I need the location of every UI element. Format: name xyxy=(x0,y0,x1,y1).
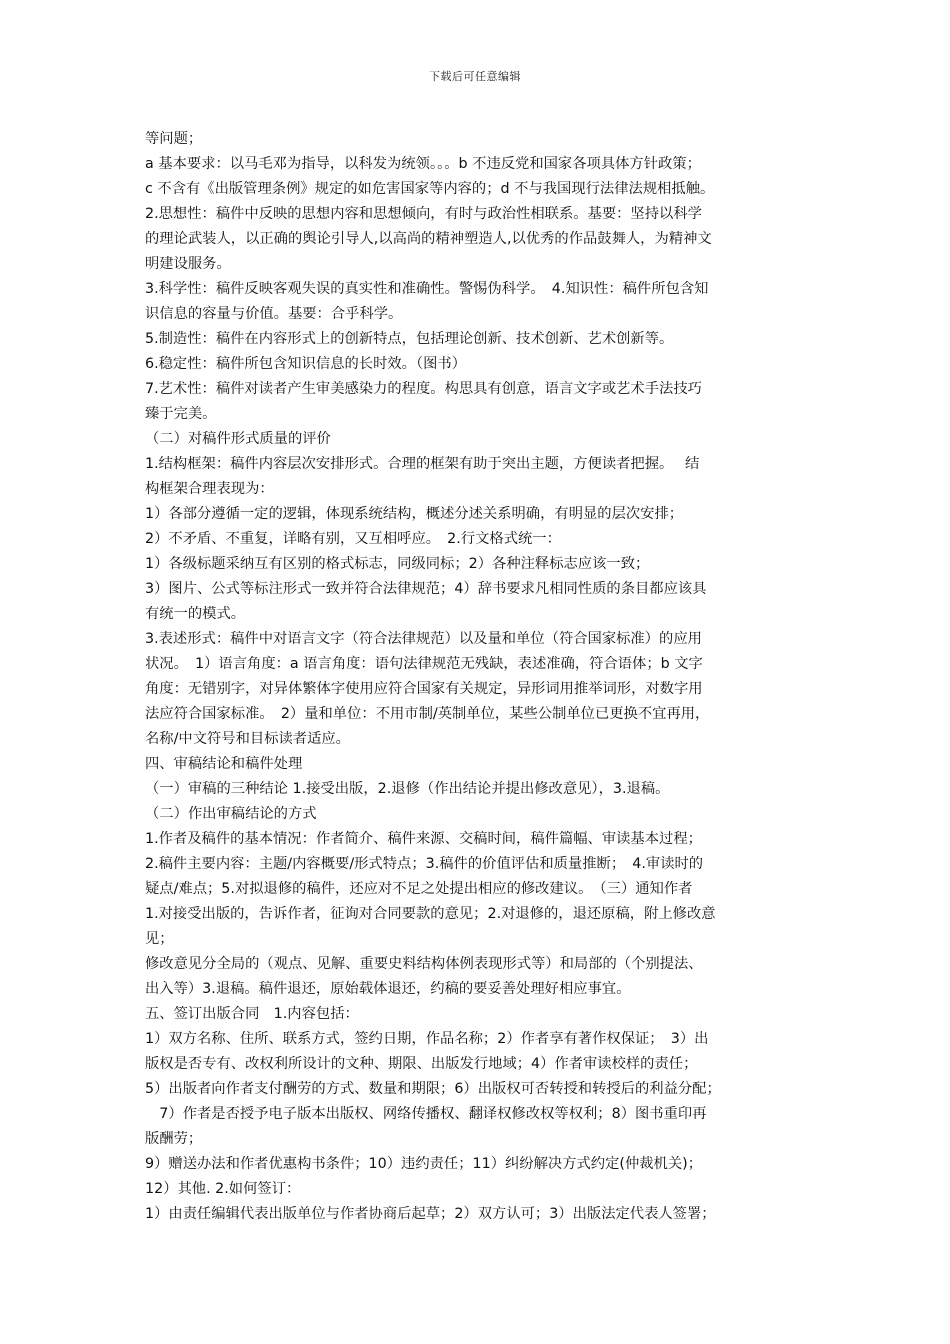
text-line: 的理论武装人，以正确的舆论引导人,以高尚的精神塑造人,以优秀的作品鼓舞人，为精神文 xyxy=(145,231,712,247)
text-line: 构框架合理表现为： xyxy=(145,481,274,497)
text-line: 1.作者及稿件的基本情况：作者简介、稿件来源、交稿时间，稿件篇幅、审读基本过程； xyxy=(145,831,702,847)
text-line: 臻于完美。 xyxy=(145,406,217,422)
text-line: 修改意见分全局的（观点、见解、重要史料结构体例表现形式等）和局部的（个别提法、 xyxy=(145,956,703,972)
text-line: 5.制造性：稿件在内容形式上的创新特点，包括理论创新、技术创新、艺术创新等。 xyxy=(145,331,674,347)
text-line: 版权是否专有、改权利所设计的文种、期限、出版发行地域；4）作者审读校样的责任； xyxy=(145,1056,698,1072)
text-line: 3.科学性：稿件反映客观失误的真实性和准确性。警惕伪科学。 4.知识性：稿件所包含知 xyxy=(145,281,709,297)
text-line: 7）作者是否授予电子版本出版权、网络传播权、翻译权修改权等权利；8）图书重印再 xyxy=(145,1106,707,1122)
section-heading: 四、审稿结论和稿件处理 xyxy=(145,756,303,772)
text-line: 名称/中文符号和目标读者适应。 xyxy=(145,731,350,747)
text-line: 2.思想性：稿件中反映的思想内容和思想倾向，有时与政治性相联系。基要：坚持以科学 xyxy=(145,206,702,222)
text-line: c 不含有《出版管理条例》规定的如危害国家等内容的；d 不与我国现行法律法规相抵触。 xyxy=(145,181,715,197)
text-line: 1）各级标题采纳互有区别的格式标志，同级同标；2）各种注释标志应该一致； xyxy=(145,556,650,572)
text-line: 等问题； xyxy=(145,131,203,147)
text-line: a 基本要求：以马毛邓为指导，以科发为统领。。。b 不违反党和国家各项具体方针政策； xyxy=(145,156,701,172)
document-body xyxy=(145,127,825,1227)
section-heading: （二）对稿件形式质量的评价 xyxy=(145,431,331,447)
text-line: 状况。 1）语言角度：a 语言角度：语句法律规范无残缺，表述准确，符合语体；b 文字 xyxy=(145,656,703,672)
text-line: 3）图片、公式等标注形式一致并符合法律规范；4）辞书要求凡相同性质的条目都应该具 xyxy=(145,581,707,597)
section-heading: （二）作出审稿结论的方式 xyxy=(145,806,317,822)
text-line: 疑点/难点；5.对拟退修的稿件，还应对不足之处提出相应的修改建议。 （三）通知作者 xyxy=(145,881,693,897)
text-line: 2）不矛盾、不重复，详略有别，又互相呼应。 2.行文格式统一： xyxy=(145,531,561,547)
text-line: 1.对接受出版的，告诉作者，征询对合同要款的意见；2.对退修的，退还原稿，附上修改意 xyxy=(145,906,716,922)
text-line: 1.结构框架：稿件内容层次安排形式。合理的框架有助于突出主题，方便读者把握。 结 xyxy=(145,456,700,472)
text-line: （一）审稿的三种结论 1.接受出版，2.退修（作出结论并提出修改意见），3.退稿。 xyxy=(145,781,670,797)
text-line: 版酬劳； xyxy=(145,1131,203,1147)
text-line: 见； xyxy=(145,931,174,947)
page-header: 下载后可任意编辑 xyxy=(429,70,521,83)
text-line: 有统一的模式。 xyxy=(145,606,246,622)
text-line: 6.稳定性：稿件所包含知识信息的长时效。（图书） xyxy=(145,356,467,372)
text-line: 识信息的容量与价值。基要：合乎科学。 xyxy=(145,306,403,322)
text-line: 2.稿件主要内容：主题/内容概要/形式特点；3.稿件的价值评估和质量推断； 4.审读时的 xyxy=(145,856,704,872)
text-line: 12）其他. 2.如何签订： xyxy=(145,1181,301,1197)
text-line: 角度：无错别字，对异体繁体字使用应符合国家有关规定，异形词用推举词形，对数字用 xyxy=(145,681,703,697)
text-line: 1）由责任编辑代表出版单位与作者协商后起草；2）双方认可；3）出版法定代表人签署； xyxy=(145,1206,716,1222)
section-heading: 五、签订出版合同 1.内容包括： xyxy=(145,1006,359,1022)
text-line: 1）各部分遵循一定的逻辑，体现系统结构，概述分述关系明确，有明显的层次安排； xyxy=(145,506,684,522)
text-line: 1）双方名称、住所、联系方式，签约日期，作品名称；2）作者享有著作权保证； 3）出 xyxy=(145,1031,709,1047)
text-line: 出入等）3.退稿。稿件退还，原始载体退还，约稿的要妥善处理好相应事宜。 xyxy=(145,981,631,997)
text-line: 3.表述形式：稿件中对语言文字（符合法律规范）以及量和单位（符合国家标准）的应用 xyxy=(145,631,702,647)
text-line: 9）赠送办法和作者优惠构书条件；10）违约责任；11）纠纷解决方式约定(仲裁机关)； xyxy=(145,1156,703,1172)
text-line: 5）出版者向作者支付酬劳的方式、数量和期限；6）出版权可否转授和转授后的利益分配； xyxy=(145,1081,721,1097)
text-line: 法应符合国家标准。 2）量和单位：不用市制/英制单位，某些公制单位已更换不宜再用， xyxy=(145,706,710,722)
text-line: 7.艺术性：稿件对读者产生审美感染力的程度。构思具有创意，语言文字或艺术手法技巧 xyxy=(145,381,702,397)
text-line: 明建设服务。 xyxy=(145,256,231,272)
